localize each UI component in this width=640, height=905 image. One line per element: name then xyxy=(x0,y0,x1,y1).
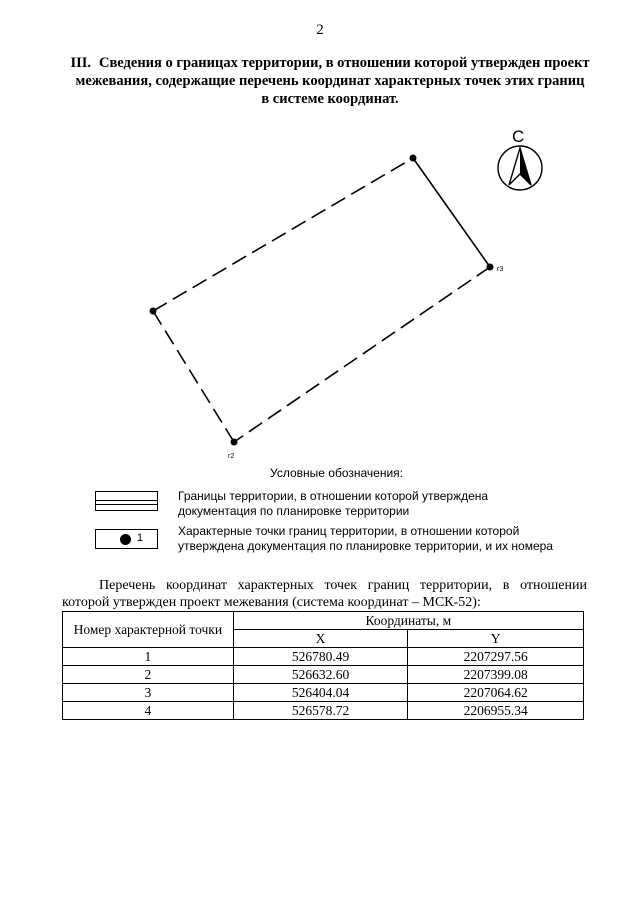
point-icon xyxy=(120,534,131,545)
table-intro: Перечень координат характерных точек границ территории, в отношении которой утвержден проект межевания (система координат – МСК-52): xyxy=(62,578,587,610)
cell-x: 526404.04 xyxy=(233,684,408,702)
boundary-point xyxy=(410,155,417,162)
boundary-segment xyxy=(413,158,490,267)
header-x: X xyxy=(233,630,408,648)
cell-y: 2207064.62 xyxy=(408,684,584,702)
boundary-lines xyxy=(153,158,490,442)
header-coordinates: Координаты, м xyxy=(233,612,583,630)
legend-boundary-symbol xyxy=(95,491,158,511)
section-heading xyxy=(70,54,590,108)
header-point-number: Номер характерной точки xyxy=(63,612,234,648)
boundary-point xyxy=(487,264,494,271)
cell-x: 526578.72 xyxy=(233,702,408,720)
table-row xyxy=(63,648,584,666)
point-label-g3: г2 xyxy=(228,453,235,460)
page-number: 2 xyxy=(316,22,324,38)
legend-point-number: 1 xyxy=(137,532,144,544)
table-row xyxy=(63,684,584,702)
cell-x: 526632.60 xyxy=(233,666,408,684)
legend-point-text: Характерные точки границ территории, в отношении которой утверждена документация по планировке территории, и их номера xyxy=(178,524,553,553)
point-label-g2: г3 xyxy=(497,266,504,273)
cell-y: 2207297.56 xyxy=(408,648,584,666)
legend-boundary-text: Границы территории, в отношении которой утверждена документация по планировке территории xyxy=(178,489,489,518)
legend-title: Условные обозначения: xyxy=(270,466,403,480)
boundary-point xyxy=(150,308,157,315)
cell-point: 1 xyxy=(63,648,234,666)
header-y: Y xyxy=(408,630,584,648)
table-row xyxy=(63,702,584,720)
cell-y: 2207399.08 xyxy=(408,666,584,684)
section-number: III. xyxy=(70,55,91,71)
boundary-segment xyxy=(153,158,413,311)
boundary-segment xyxy=(234,267,490,442)
coordinates-table xyxy=(62,611,584,720)
cell-y: 2206955.34 xyxy=(408,702,584,720)
boundary-segment xyxy=(153,311,234,442)
north-arrow-icon xyxy=(498,127,542,190)
cell-x: 526780.49 xyxy=(233,648,408,666)
boundary-point xyxy=(231,439,238,446)
cell-point: 2 xyxy=(63,666,234,684)
boundary-plan xyxy=(0,110,640,465)
cell-point: 3 xyxy=(63,684,234,702)
section-title: Сведения о границах территории, в отношении которой утвержден проект межевания, содержащие перечень координат характерных точек этих границ в системе координат. xyxy=(75,55,590,107)
cell-point: 4 xyxy=(63,702,234,720)
legend-point-symbol xyxy=(95,529,158,549)
table-row xyxy=(63,666,584,684)
north-label: С xyxy=(512,127,525,146)
